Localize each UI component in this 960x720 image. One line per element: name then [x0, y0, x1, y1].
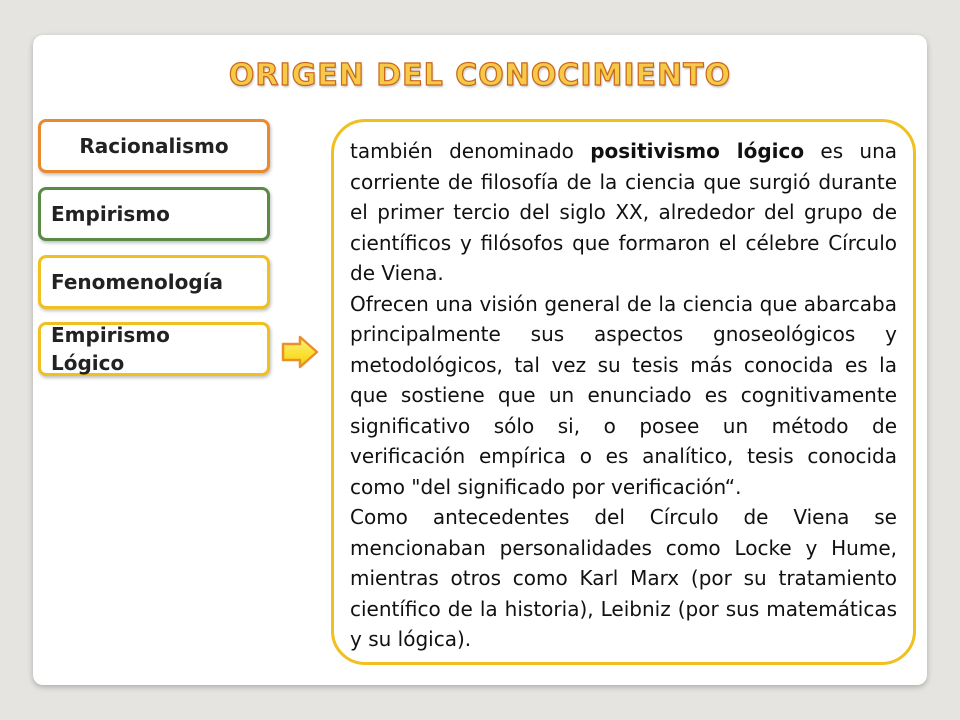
menu-item-fenomenologia[interactable]: [38, 255, 270, 309]
menu-item-label: Empirismo: [51, 202, 170, 226]
content-paragraph: [350, 136, 897, 289]
content-paragraph: Ofrecen una visión general de la ciencia que abarcaba principalmente sus aspectos gnoseológicos y metodológicos, tal vez su tesis más conocida es la que sostiene que un enunciado es cognitivamente significativo sólo si, o posee un método de verificación empírica o es analítico, tesis conocida como "del significado por verificación“.: [350, 291, 897, 499]
content-panel: [331, 119, 916, 665]
paragraph-text: es una corriente de filosofía de la ciencia que surgió durante el primer tercio del siglo XX, alrededor del grupo de científicos y filósofos que formaron el célebre Círculo de Viena.: [350, 139, 898, 285]
menu-item-empirismo-logico[interactable]: [38, 322, 270, 376]
page-title: ORIGEN DEL CONOCIMIENTO: [228, 58, 732, 93]
highlight-term: positivismo lógico: [590, 139, 805, 163]
menu-item-label: Fenomenología: [51, 270, 224, 294]
paragraph-text: también denominado: [350, 139, 591, 163]
menu-item-label: Empirismo Lógico: [51, 323, 170, 375]
content-paragraph: Como antecedentes del Círculo de Viena se mencionaban personalidades como Locke y Hume, mientras otros como Karl Marx (por su tratamiento científico de la historia), Leibniz (por sus matemáticas y su lógica).: [350, 505, 897, 651]
menu-item-racionalismo[interactable]: [38, 119, 270, 173]
menu-item-label: Racionalismo: [79, 134, 229, 158]
menu-item-empirismo[interactable]: [38, 187, 270, 241]
right-arrow-icon: [280, 335, 320, 369]
